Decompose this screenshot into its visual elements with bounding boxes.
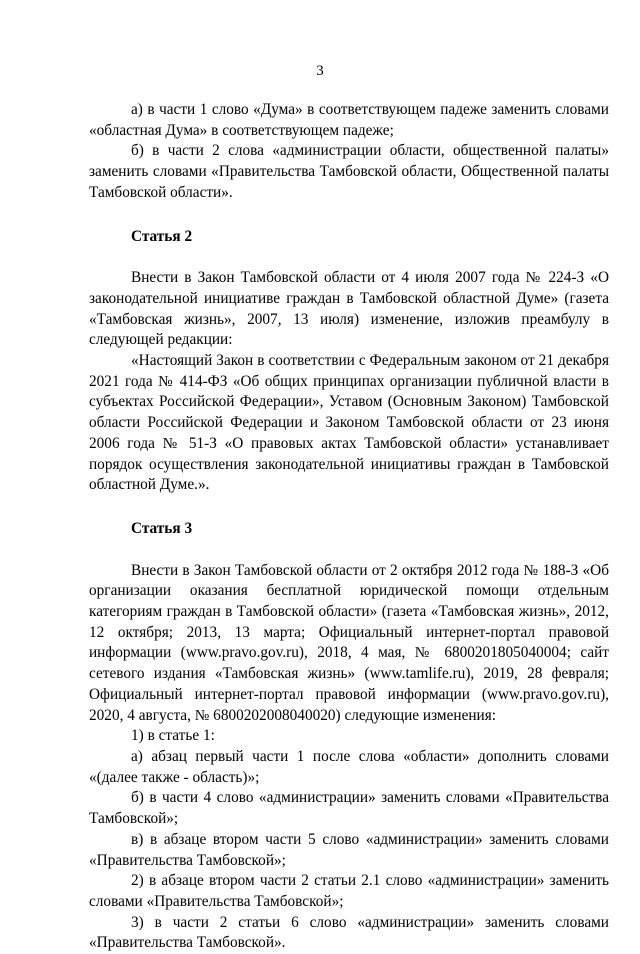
list-item-2: 2) в абзаце втором части 2 статьи 2.1 слово «администрации» заменить словами «Правительства Тамбовской»; — [89, 872, 609, 910]
list-item-1: 1) в статье 1: — [131, 727, 215, 745]
paragraph-3b: б) в части 2 слова «администрации области, общественной палаты» заменить словами «Правительства Тамбовской области, Общественной палаты Тамбовской области». — [89, 142, 609, 201]
list-item-3: 3) в части 2 статьи 6 слово «администрации» заменить словами «Правительства Тамбовской». — [89, 913, 609, 952]
page-number: 3 — [316, 63, 324, 79]
list-item-1c: в) в абзаце втором части 5 слово «администрации» заменить словами «Правительства Тамбовской»; — [89, 830, 609, 869]
list-item-1a: а) абзац первый части 1 после слова «области» дополнить словами «(далее также - область)»; — [89, 747, 609, 786]
article-2-preamble-quote: «Настоящий Закон в соответствии с Федеральным законом от 21 декабря 2021 года № 414-ФЗ «Об общих принципах организации публичной власти в субъектах Российской Федерации», Уставом (Основным Законом) Тамбовской области Российской Федерации и Законом Тамбовской области от 23 июня 2006 года № 51-З «О правовых актах Тамбовской области» устанавливает порядок осуществления законодательной инициативы граждан в Тамбовской областной Думе.». — [89, 352, 609, 494]
list-item-1b: б) в части 4 слово «администрации» заменить словами «Правительства Тамбовской»; — [89, 789, 609, 828]
article-3-paragraph: Внести в Закон Тамбовской области от 2 октября 2012 года № 188-З «Об организации оказания бесплатной юридической помощи отдельным категориям граждан в Тамбовской области» (газета «Тамбовская жизнь», 2012, 12 октября; 2013, 13 марта; Официальный интернет-портал правовой информации (www.pravo.gov.ru), 2018, 4 мая, № 6800201805040004; сайт сетевого издания «Тамбовская жизнь» (www.tamlife.ru), 2019, 28 февраля; Официальный интернет-портал правовой информации (www.pravo.gov.ru), 2020, 4 августа, № 6800202008040020) следующие изменения: — [89, 561, 609, 724]
article-3-heading: Статья 3 — [131, 519, 193, 537]
paragraph-3a: а) в части 1 слово «Дума» в соответствующем падеже заменить словами «областная Дума» в соответствующем падеже; — [89, 101, 609, 139]
document-body — [89, 100, 609, 954]
article-2-paragraph: Внести в Закон Тамбовской области от 4 июля 2007 года № 224-З «О законодательной инициативе граждан в Тамбовской областной Думе» (газета «Тамбовская жизнь», 2007, 13 июля) изменение, изложив преамбулу в следующей редакции: — [89, 269, 609, 349]
article-2-heading: Статья 2 — [131, 227, 193, 245]
